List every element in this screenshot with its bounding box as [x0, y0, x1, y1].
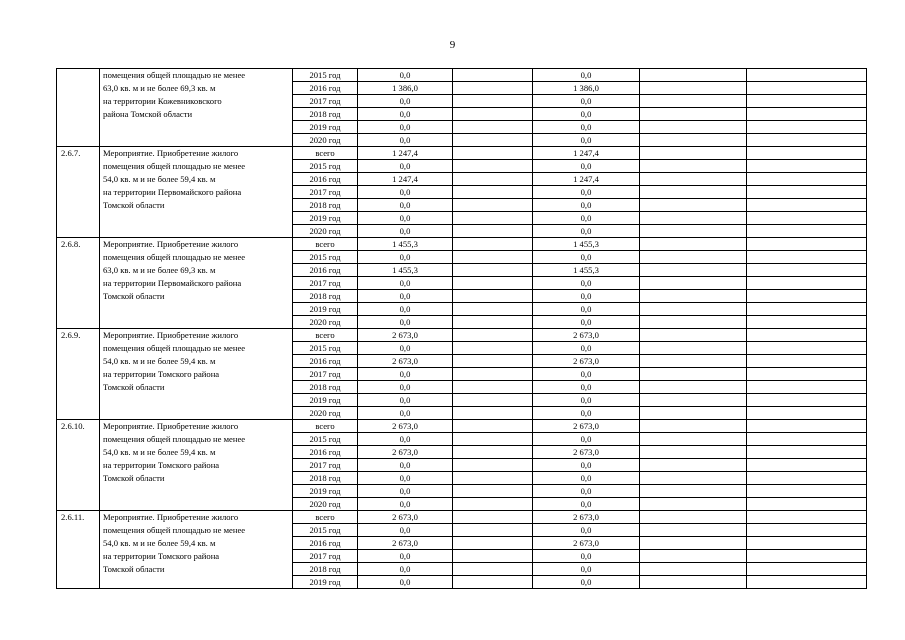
period-cell: 2016 год: [293, 82, 358, 95]
total-amount-cell: 2 673,0: [358, 420, 453, 433]
empty-cell: [747, 212, 867, 225]
empty-cell: [640, 381, 747, 394]
budget-amount-cell: 0,0: [533, 225, 640, 238]
empty-cell: [640, 173, 747, 186]
budget-amount-cell: 0,0: [533, 342, 640, 355]
empty-cell: [640, 69, 747, 82]
empty-cell: [453, 69, 533, 82]
budget-amount-cell: 0,0: [533, 303, 640, 316]
budget-amount-cell: 2 673,0: [533, 355, 640, 368]
description-line: Томской области: [103, 291, 165, 301]
period-cell: 2017 год: [293, 550, 358, 563]
table-row: [57, 329, 867, 342]
empty-cell: [640, 251, 747, 264]
empty-cell: [453, 381, 533, 394]
total-amount-cell: 0,0: [358, 225, 453, 238]
budget-amount-cell: 2 673,0: [533, 537, 640, 550]
empty-cell: [747, 251, 867, 264]
description-line: помещения общей площадью не менее: [103, 343, 246, 353]
empty-cell: [640, 485, 747, 498]
period-cell: 2017 год: [293, 459, 358, 472]
period-cell: 2017 год: [293, 186, 358, 199]
empty-cell: [640, 498, 747, 511]
empty-cell: [747, 108, 867, 121]
budget-amount-cell: 2 673,0: [533, 511, 640, 524]
description-line: Мероприятие. Приобретение жилого: [103, 330, 239, 340]
empty-cell: [747, 550, 867, 563]
empty-cell: [640, 407, 747, 420]
period-cell: всего: [293, 420, 358, 433]
description-line: помещения общей площадью не менее: [103, 252, 246, 262]
total-amount-cell: 0,0: [358, 472, 453, 485]
empty-cell: [453, 225, 533, 238]
total-amount-cell: 2 673,0: [358, 355, 453, 368]
empty-cell: [747, 446, 867, 459]
empty-cell: [640, 121, 747, 134]
empty-cell: [453, 511, 533, 524]
total-amount-cell: 0,0: [358, 108, 453, 121]
empty-cell: [640, 95, 747, 108]
description-line: 54,0 кв. м и не более 59,4 кв. м: [103, 174, 216, 184]
period-cell: 2020 год: [293, 498, 358, 511]
budget-amount-cell: 0,0: [533, 108, 640, 121]
description-line: помещения общей площадью не менее: [103, 70, 246, 80]
budget-amount-cell: 2 673,0: [533, 420, 640, 433]
budget-amount-cell: 0,0: [533, 394, 640, 407]
total-amount-cell: 0,0: [358, 563, 453, 576]
budget-amount-cell: 2 673,0: [533, 329, 640, 342]
total-amount-cell: 0,0: [358, 394, 453, 407]
empty-cell: [453, 420, 533, 433]
period-cell: 2015 год: [293, 342, 358, 355]
empty-cell: [747, 433, 867, 446]
empty-cell: [453, 147, 533, 160]
budget-amount-cell: 0,0: [533, 407, 640, 420]
total-amount-cell: 0,0: [358, 121, 453, 134]
period-cell: 2020 год: [293, 225, 358, 238]
total-amount-cell: 0,0: [358, 69, 453, 82]
item-number-cell: 2.6.8.: [57, 238, 100, 329]
empty-cell: [453, 173, 533, 186]
total-amount-cell: 0,0: [358, 160, 453, 173]
item-description-cell: [100, 511, 293, 589]
empty-cell: [640, 420, 747, 433]
item-description-cell: [100, 329, 293, 420]
empty-cell: [453, 329, 533, 342]
empty-cell: [453, 199, 533, 212]
total-amount-cell: 0,0: [358, 316, 453, 329]
empty-cell: [640, 316, 747, 329]
empty-cell: [747, 264, 867, 277]
empty-cell: [453, 238, 533, 251]
period-cell: 2016 год: [293, 264, 358, 277]
empty-cell: [640, 212, 747, 225]
empty-cell: [747, 407, 867, 420]
total-amount-cell: 0,0: [358, 550, 453, 563]
budget-amount-cell: 0,0: [533, 316, 640, 329]
empty-cell: [453, 95, 533, 108]
period-cell: 2018 год: [293, 199, 358, 212]
empty-cell: [747, 342, 867, 355]
budget-amount-cell: 0,0: [533, 121, 640, 134]
empty-cell: [747, 355, 867, 368]
empty-cell: [640, 576, 747, 589]
table-row: [57, 238, 867, 251]
budget-amount-cell: 0,0: [533, 95, 640, 108]
empty-cell: [453, 316, 533, 329]
table-row: [57, 69, 867, 82]
item-number-cell: 2.6.7.: [57, 147, 100, 238]
empty-cell: [640, 303, 747, 316]
empty-cell: [747, 420, 867, 433]
description-line: Мероприятие. Приобретение жилого: [103, 239, 239, 249]
budget-amount-cell: 2 673,0: [533, 446, 640, 459]
empty-cell: [453, 212, 533, 225]
empty-cell: [453, 485, 533, 498]
budget-amount-cell: 0,0: [533, 550, 640, 563]
empty-cell: [453, 433, 533, 446]
empty-cell: [640, 563, 747, 576]
total-amount-cell: 0,0: [358, 303, 453, 316]
description-line: на территории Кожевниковского: [103, 96, 222, 106]
empty-cell: [747, 69, 867, 82]
total-amount-cell: 0,0: [358, 524, 453, 537]
budget-amount-cell: 1 455,3: [533, 238, 640, 251]
period-cell: 2015 год: [293, 251, 358, 264]
empty-cell: [453, 290, 533, 303]
description-line: Мероприятие. Приобретение жилого: [103, 148, 239, 158]
empty-cell: [747, 381, 867, 394]
empty-cell: [453, 186, 533, 199]
empty-cell: [747, 472, 867, 485]
period-cell: всего: [293, 511, 358, 524]
period-cell: 2018 год: [293, 472, 358, 485]
total-amount-cell: 0,0: [358, 576, 453, 589]
empty-cell: [640, 511, 747, 524]
empty-cell: [747, 576, 867, 589]
empty-cell: [747, 563, 867, 576]
period-cell: 2017 год: [293, 277, 358, 290]
total-amount-cell: 0,0: [358, 251, 453, 264]
empty-cell: [747, 186, 867, 199]
empty-cell: [453, 303, 533, 316]
empty-cell: [747, 95, 867, 108]
empty-cell: [640, 277, 747, 290]
description-line: 54,0 кв. м и не более 59,4 кв. м: [103, 538, 216, 548]
period-cell: 2016 год: [293, 446, 358, 459]
empty-cell: [453, 134, 533, 147]
budget-amount-cell: 1 455,3: [533, 264, 640, 277]
total-amount-cell: 0,0: [358, 342, 453, 355]
period-cell: всего: [293, 329, 358, 342]
period-cell: 2018 год: [293, 563, 358, 576]
empty-cell: [453, 121, 533, 134]
description-line: на территории Томского района: [103, 369, 220, 379]
empty-cell: [640, 394, 747, 407]
budget-amount-cell: 0,0: [533, 459, 640, 472]
item-number-cell: [57, 69, 100, 147]
description-line: на территории Первомайского района: [103, 278, 242, 288]
total-amount-cell: 0,0: [358, 381, 453, 394]
budget-amount-cell: 0,0: [533, 69, 640, 82]
total-amount-cell: 1 247,4: [358, 147, 453, 160]
table-row: [57, 147, 867, 160]
empty-cell: [747, 134, 867, 147]
period-cell: 2018 год: [293, 381, 358, 394]
total-amount-cell: 0,0: [358, 407, 453, 420]
description-line: Томской области: [103, 200, 165, 210]
description-line: Мероприятие. Приобретение жилого: [103, 421, 239, 431]
total-amount-cell: 1 386,0: [358, 82, 453, 95]
period-cell: 2016 год: [293, 355, 358, 368]
empty-cell: [747, 511, 867, 524]
budget-amount-cell: 1 386,0: [533, 82, 640, 95]
empty-cell: [747, 160, 867, 173]
budget-amount-cell: 0,0: [533, 381, 640, 394]
period-cell: 2019 год: [293, 394, 358, 407]
budget-amount-cell: 0,0: [533, 277, 640, 290]
total-amount-cell: 2 673,0: [358, 537, 453, 550]
item-description-cell: [100, 69, 293, 147]
empty-cell: [747, 121, 867, 134]
budget-amount-cell: 0,0: [533, 212, 640, 225]
empty-cell: [453, 394, 533, 407]
total-amount-cell: 0,0: [358, 134, 453, 147]
period-cell: 2020 год: [293, 407, 358, 420]
empty-cell: [453, 576, 533, 589]
empty-cell: [453, 264, 533, 277]
item-number-cell: 2.6.10.: [57, 420, 100, 511]
page-number: 9: [449, 39, 456, 51]
total-amount-cell: 0,0: [358, 290, 453, 303]
empty-cell: [640, 264, 747, 277]
period-cell: 2019 год: [293, 121, 358, 134]
description-line: помещения общей площадью не менее: [103, 434, 246, 444]
empty-cell: [747, 238, 867, 251]
budget-amount-cell: 0,0: [533, 498, 640, 511]
empty-cell: [453, 524, 533, 537]
period-cell: 2019 год: [293, 485, 358, 498]
empty-cell: [453, 277, 533, 290]
table-row: [57, 511, 867, 524]
empty-cell: [453, 472, 533, 485]
empty-cell: [640, 238, 747, 251]
total-amount-cell: 0,0: [358, 95, 453, 108]
empty-cell: [453, 160, 533, 173]
total-amount-cell: 0,0: [358, 368, 453, 381]
budget-amount-cell: 1 247,4: [533, 147, 640, 160]
period-cell: 2020 год: [293, 316, 358, 329]
empty-cell: [747, 368, 867, 381]
table-row: [57, 420, 867, 433]
budget-amount-cell: 0,0: [533, 186, 640, 199]
description-line: 54,0 кв. м и не более 59,4 кв. м: [103, 447, 216, 457]
empty-cell: [640, 290, 747, 303]
empty-cell: [453, 550, 533, 563]
empty-cell: [640, 524, 747, 537]
item-number-cell: 2.6.9.: [57, 329, 100, 420]
description-line: района Томской области: [103, 109, 193, 119]
empty-cell: [747, 329, 867, 342]
empty-cell: [747, 316, 867, 329]
period-cell: 2017 год: [293, 95, 358, 108]
period-cell: 2019 год: [293, 212, 358, 225]
empty-cell: [453, 537, 533, 550]
empty-cell: [747, 277, 867, 290]
total-amount-cell: 1 455,3: [358, 238, 453, 251]
description-line: на территории Томского района: [103, 460, 220, 470]
total-amount-cell: 0,0: [358, 459, 453, 472]
empty-cell: [747, 537, 867, 550]
period-cell: 2019 год: [293, 303, 358, 316]
empty-cell: [640, 147, 747, 160]
period-cell: всего: [293, 147, 358, 160]
empty-cell: [453, 368, 533, 381]
budget-amount-cell: 0,0: [533, 576, 640, 589]
item-number-cell: 2.6.11.: [57, 511, 100, 589]
empty-cell: [640, 459, 747, 472]
period-cell: 2018 год: [293, 290, 358, 303]
empty-cell: [747, 290, 867, 303]
empty-cell: [747, 147, 867, 160]
empty-cell: [640, 108, 747, 121]
budget-amount-cell: 0,0: [533, 134, 640, 147]
period-cell: 2017 год: [293, 368, 358, 381]
total-amount-cell: 0,0: [358, 186, 453, 199]
budget-amount-cell: 0,0: [533, 290, 640, 303]
budget-table: [56, 68, 867, 589]
total-amount-cell: 2 673,0: [358, 329, 453, 342]
empty-cell: [640, 368, 747, 381]
empty-cell: [747, 394, 867, 407]
empty-cell: [640, 186, 747, 199]
budget-amount-cell: 0,0: [533, 251, 640, 264]
total-amount-cell: 0,0: [358, 433, 453, 446]
empty-cell: [747, 225, 867, 238]
empty-cell: [453, 498, 533, 511]
total-amount-cell: 0,0: [358, 212, 453, 225]
empty-cell: [640, 160, 747, 173]
period-cell: 2015 год: [293, 160, 358, 173]
total-amount-cell: 0,0: [358, 277, 453, 290]
description-line: на территории Первомайского района: [103, 187, 242, 197]
empty-cell: [453, 108, 533, 121]
total-amount-cell: 1 247,4: [358, 173, 453, 186]
empty-cell: [640, 446, 747, 459]
period-cell: 2018 год: [293, 108, 358, 121]
period-cell: 2015 год: [293, 69, 358, 82]
empty-cell: [747, 498, 867, 511]
total-amount-cell: 2 673,0: [358, 511, 453, 524]
budget-amount-cell: 0,0: [533, 524, 640, 537]
period-cell: 2015 год: [293, 524, 358, 537]
description-line: помещения общей площадью не менее: [103, 525, 246, 535]
empty-cell: [640, 472, 747, 485]
budget-amount-cell: 0,0: [533, 368, 640, 381]
empty-cell: [747, 524, 867, 537]
budget-amount-cell: 1 247,4: [533, 173, 640, 186]
empty-cell: [640, 225, 747, 238]
description-line: 54,0 кв. м и не более 59,4 кв. м: [103, 356, 216, 366]
description-line: 63,0 кв. м и не более 69,3 кв. м: [103, 83, 216, 93]
description-line: Мероприятие. Приобретение жилого: [103, 512, 239, 522]
budget-amount-cell: 0,0: [533, 160, 640, 173]
period-cell: 2016 год: [293, 173, 358, 186]
period-cell: 2016 год: [293, 537, 358, 550]
item-description-cell: [100, 238, 293, 329]
empty-cell: [747, 485, 867, 498]
period-cell: 2020 год: [293, 134, 358, 147]
budget-amount-cell: 0,0: [533, 485, 640, 498]
description-line: помещения общей площадью не менее: [103, 161, 246, 171]
budget-amount-cell: 0,0: [533, 563, 640, 576]
empty-cell: [453, 355, 533, 368]
total-amount-cell: 0,0: [358, 498, 453, 511]
budget-amount-cell: 0,0: [533, 199, 640, 212]
empty-cell: [640, 199, 747, 212]
empty-cell: [640, 355, 747, 368]
empty-cell: [453, 342, 533, 355]
empty-cell: [453, 407, 533, 420]
empty-cell: [640, 537, 747, 550]
empty-cell: [640, 329, 747, 342]
empty-cell: [640, 342, 747, 355]
empty-cell: [453, 459, 533, 472]
budget-amount-cell: 0,0: [533, 472, 640, 485]
total-amount-cell: 0,0: [358, 199, 453, 212]
empty-cell: [640, 82, 747, 95]
empty-cell: [747, 173, 867, 186]
description-line: на территории Томского района: [103, 551, 220, 561]
period-cell: 2019 год: [293, 576, 358, 589]
empty-cell: [747, 459, 867, 472]
empty-cell: [640, 550, 747, 563]
description-line: Томской области: [103, 564, 165, 574]
total-amount-cell: 0,0: [358, 485, 453, 498]
item-description-cell: [100, 420, 293, 511]
description-line: 63,0 кв. м и не более 69,3 кв. м: [103, 265, 216, 275]
empty-cell: [453, 251, 533, 264]
period-cell: всего: [293, 238, 358, 251]
empty-cell: [453, 446, 533, 459]
empty-cell: [747, 303, 867, 316]
item-description-cell: [100, 147, 293, 238]
empty-cell: [453, 82, 533, 95]
empty-cell: [640, 433, 747, 446]
empty-cell: [640, 134, 747, 147]
description-line: Томской области: [103, 473, 165, 483]
description-line: Томской области: [103, 382, 165, 392]
empty-cell: [747, 82, 867, 95]
total-amount-cell: 1 455,3: [358, 264, 453, 277]
empty-cell: [747, 199, 867, 212]
budget-amount-cell: 0,0: [533, 433, 640, 446]
empty-cell: [453, 563, 533, 576]
period-cell: 2015 год: [293, 433, 358, 446]
total-amount-cell: 2 673,0: [358, 446, 453, 459]
